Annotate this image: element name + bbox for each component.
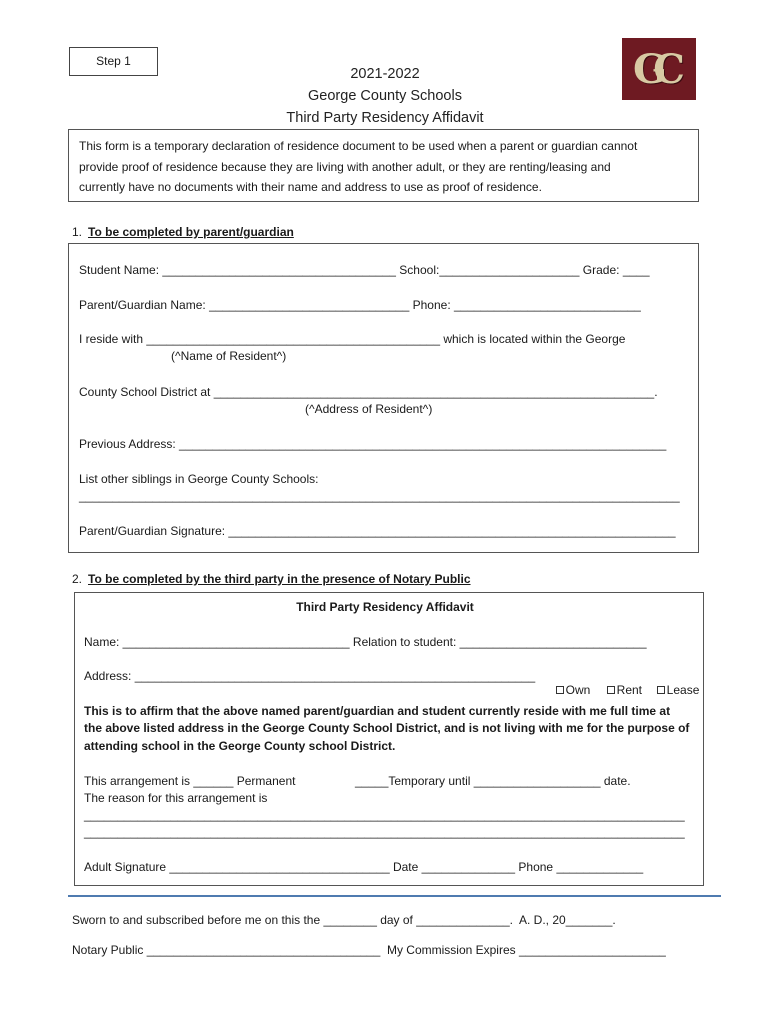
step-label: Step 1	[69, 47, 158, 76]
school-year: 2021-2022	[350, 66, 420, 82]
rent-label: Rent	[616, 683, 643, 697]
parent-signature-field[interactable]: Parent/Guardian Signature: ___________________________________________________________________	[79, 524, 676, 538]
organization-name: George County Schools	[308, 88, 462, 104]
affirmation-line: This is to affirm that the above named parent/guardian and student currently reside with me full time at	[84, 704, 671, 718]
resident-name-hint: (^Name of Resident^)	[171, 349, 287, 363]
third-party-name-field[interactable]: Name: __________________________________ Relation to student: ____________________________	[84, 635, 647, 649]
lease-checkbox[interactable]	[657, 686, 665, 694]
previous-address-field[interactable]: Previous Address: _________________________________________________________________________	[79, 437, 667, 451]
student-name-field[interactable]: Student Name: ___________________________________ School:_____________________ Grade: ____	[79, 263, 650, 277]
section-2-number: 2.	[72, 572, 83, 586]
parent-name-field[interactable]: Parent/Guardian Name: ______________________________ Phone: ____________________________	[79, 298, 641, 312]
reason-label: The reason for this arrangement is	[84, 791, 268, 805]
affirmation-line: attending school in the George County school District.	[84, 739, 396, 753]
lease-option[interactable]	[650, 669, 699, 697]
logo-text: GC	[633, 45, 671, 93]
section-1-heading	[72, 225, 294, 239]
section-1-number: 1.	[72, 225, 83, 239]
own-checkbox[interactable]	[556, 686, 564, 694]
permanent-field[interactable]: This arrangement is ______ Permanent	[84, 774, 296, 788]
reason-field[interactable]: __________________________________________________________________________________________	[84, 808, 685, 822]
intro-description	[68, 129, 699, 202]
intro-line: This form is a temporary declaration of residence document to be used when a parent or guardian cannot	[79, 139, 638, 153]
section-2-title: To be completed by the third party in the presence of Notary Public	[88, 572, 471, 586]
own-label: Own	[565, 683, 591, 697]
section-1-title: To be completed by parent/guardian	[88, 225, 294, 239]
form-title: Third Party Residency Affidavit	[286, 110, 484, 126]
siblings-field[interactable]: __________________________________________________________________________________________	[79, 489, 680, 503]
resident-name-field[interactable]: I reside with ____________________________________________ which is located within the George	[79, 332, 626, 346]
resident-address-field[interactable]: County School District at __________________________________________________________________.	[79, 385, 658, 399]
rent-option[interactable]	[600, 669, 642, 697]
siblings-label: List other siblings in George County Schools:	[79, 472, 319, 486]
intro-line: currently have no documents with their name and address to use as proof of residence.	[79, 180, 542, 194]
resident-address-hint: (^Address of Resident^)	[305, 402, 433, 416]
third-party-address-field[interactable]: Address: ____________________________________________________________	[84, 669, 536, 683]
rent-checkbox[interactable]	[607, 686, 615, 694]
affirmation-line: the above listed address in the George County School District, and is not living with me for the purpose of	[84, 721, 690, 735]
notary-public-field[interactable]: Notary Public ___________________________________ My Commission Expires ______________________	[72, 943, 666, 957]
temporary-field[interactable]: _____Temporary until ___________________ date.	[355, 774, 631, 788]
own-option[interactable]	[549, 669, 590, 697]
lease-label: Lease	[666, 683, 700, 697]
sworn-statement-field[interactable]: Sworn to and subscribed before me on this the ________ day of ______________. A. D., 20_______.	[72, 913, 616, 927]
reason-field[interactable]: __________________________________________________________________________________________	[84, 825, 685, 839]
adult-signature-field[interactable]: Adult Signature _________________________________ Date ______________ Phone _____________	[84, 860, 644, 874]
notary-divider	[68, 895, 721, 897]
section-2-heading	[72, 572, 471, 586]
affidavit-box-title: Third Party Residency Affidavit	[296, 600, 474, 614]
intro-line: provide proof of residence because they are living with another adult, or they are renting/leasing and	[79, 159, 611, 174]
